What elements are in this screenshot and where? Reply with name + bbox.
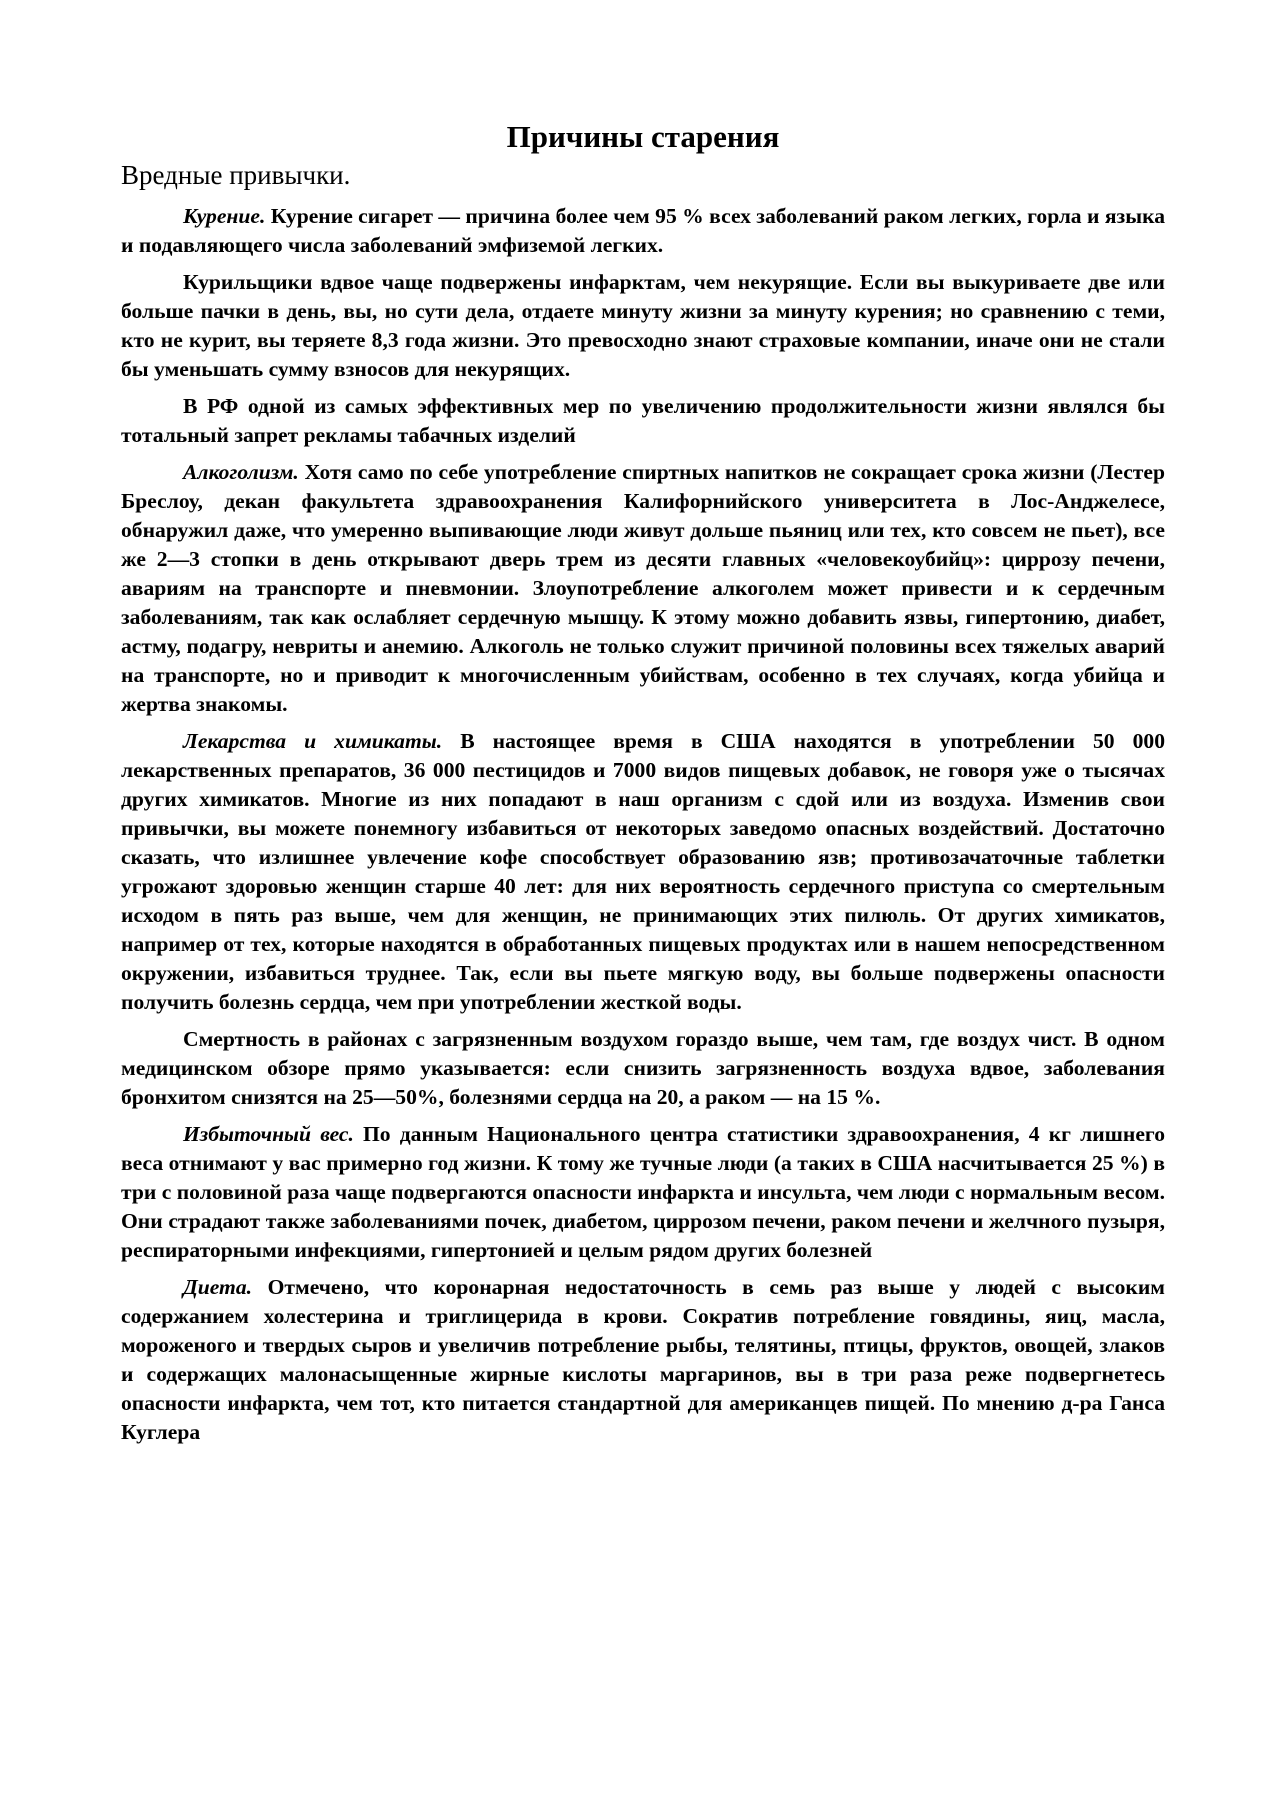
document-page: [121, 118, 1165, 1455]
paragraph-ad-ban: [121, 392, 1165, 450]
paragraph-lead: Диета.: [183, 1275, 253, 1299]
paragraph-smokers: [121, 268, 1165, 384]
paragraph-air-pollution: [121, 1025, 1165, 1112]
page-title: Причины старения: [506, 119, 780, 154]
paragraph-text: В РФ одной из самых эффективных мер по увеличению продолжительности жизни являлся бы тотальный запрет рекламы табачных изделий: [121, 394, 1165, 447]
paragraph-text: Смертность в районах с загрязненным воздухом гораздо выше, чем там, где воздух чист. В одном медицинском обзоре прямо указывается: если снизить загрязненность воздуха вдвое, заболевания бронхитом снизятся на 25—50%, болезнями сердца на 20, а раком — на 15 %.: [121, 1027, 1165, 1109]
paragraph-drugs-chemicals: [121, 727, 1165, 1017]
paragraph-lead: Избыточный вес.: [183, 1122, 354, 1146]
paragraph-text: Курение сигарет — причина более чем 95 % всех заболеваний раком легких, горла и языка и подавляющего числа заболеваний эмфиземой легких.: [121, 204, 1165, 257]
paragraph-text: В настоящее время в США находятся в употреблении 50 000 лекарственных препаратов, 36 000 пестицидов и 7000 видов пищевых добавок, не говоря уже о тысячах других химикатов. Многие из них попадают в наш организм с сдой или из воздуха. Изменив свои привычки, вы можете понемногу избавиться от некоторых заведомо опасных воздействий. Достаточно сказать, что излишнее увлечение кофе способствует образованию язв; противозачаточные таблетки угрожают здоровью женщин старше 40 лет: для них вероятность сердечного приступа со смертельным исходом в пять раз выше, чем для женщин, не принимающих этих пилюль. От других химикатов, например от тех, которые находятся в обработанных пищевых продуктах или в нашем непосредственном окружении, избавиться труднее. Так, если вы пьете мягкую воду, вы больше подвержены опасности получить болезнь сердца, чем при употреблении жесткой воды.: [121, 729, 1165, 1014]
paragraph-smoking: [121, 202, 1165, 260]
section-subtitle: Вредные привычки.: [121, 160, 351, 190]
paragraph-text: По данным Национального центра статистики здравоохранения, 4 кг лишнего веса отнимают у вас примерно год жизни. К тому же тучные люди (а таких в США насчитывается 25 %) в три с половиной раза чаще подвергаются опасности инфаркта и инсульта, чем люди с нормальным весом. Они страдают также заболеваниями почек, диабетом, циррозом печени, раком печени и желчного пузыря, респираторными инфекциями, гипертонией и целым рядом других болезней: [121, 1122, 1165, 1262]
paragraph-lead: Курение.: [183, 204, 266, 228]
paragraph-text: Хотя само по себе употребление спиртных напитков не сокращает срока жизни (Лестер Бреслоу, декан факультета здравоохранения Калифорнийского университета в Лос-Анджелесе, обнаружил даже, что умеренно выпивающие люди живут дольше пьяниц или тех, кто совсем не пьет), все же 2—3 стопки в день открывают дверь трем из десяти главных «человекоубийц»: циррозу печени, авариям на транспорте и пневмонии. Злоупотребление алкоголем может привести и к сердечным заболеваниям, так как ослабляет сердечную мышцу. К этому можно добавить язвы, гипертонию, диабет, астму, подагру, невриты и анемию. Алкоголь не только служит причиной половины всех тяжелых аварий на транспорте, но и приводит к многочисленным убийствам, особенно в тех случаях, когда убийца и жертва знакомы.: [121, 460, 1165, 716]
paragraph-diet: [121, 1273, 1165, 1447]
paragraph-text: Курильщики вдвое чаще подвержены инфарктам, чем некурящие. Если вы выкуриваете две или больше пачки в день, вы, но сути дела, отдаете минуту жизни за минуту курения; но сравнению с теми, кто не курит, вы теряете 8,3 года жизни. Это превосходно знают страховые компании, иначе они не стали бы уменьшать сумму взносов для некурящих.: [121, 270, 1165, 381]
paragraph-overweight: [121, 1120, 1165, 1265]
paragraph-lead: Лекарства и химикаты.: [183, 729, 443, 753]
paragraph-lead: Алкоголизм.: [183, 460, 299, 484]
paragraph-alcoholism: [121, 458, 1165, 719]
paragraph-text: Отмечено, что коронарная недостаточность в семь раз выше у людей с высоким содержанием холестерина и триглицерида в крови. Сократив потребление говядины, яиц, масла, мороженого и твердых сыров и увеличив потребление рыбы, телятины, птицы, фруктов, овощей, злаков и содержащих малонасыщенные жирные кислоты маргаринов, вы в три раза реже подвергнетесь опасности инфаркта, чем тот, кто питается стандартной для американцев пищей. По мнению д-ра Ганса Куглера: [121, 1275, 1165, 1444]
